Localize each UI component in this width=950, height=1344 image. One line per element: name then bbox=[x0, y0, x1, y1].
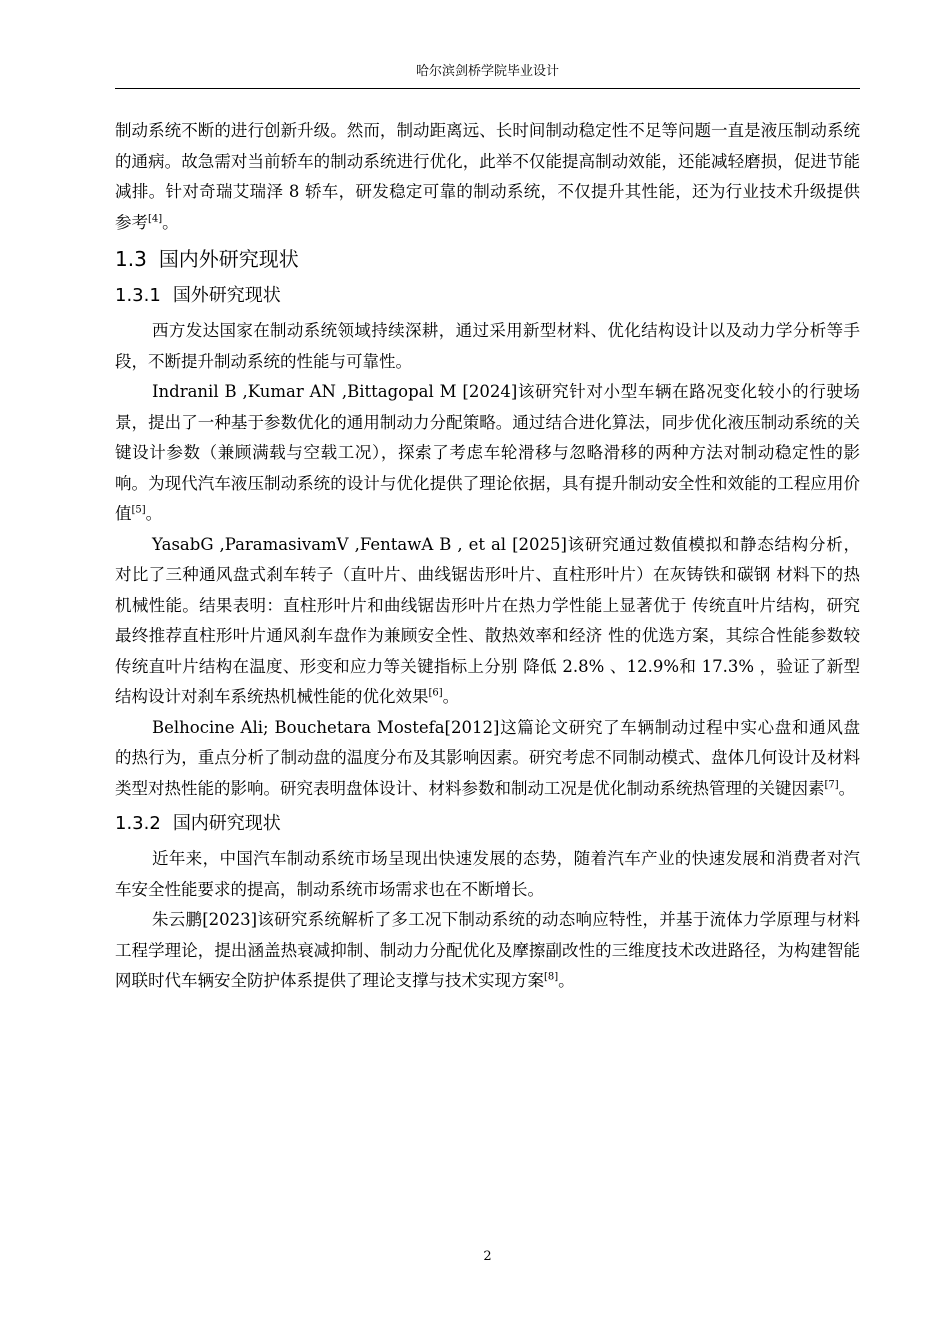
foreign-paragraph-1: 西方发达国家在制动系统领域持续深耕，通过采用新型材料、优化结构设计以及动力学分析等手段，不断提升制动系统的性能与可靠性。 bbox=[115, 321, 860, 371]
section-title: 国外研究现状 bbox=[172, 285, 281, 306]
page-header bbox=[115, 62, 860, 82]
section-number: 1.3.1 bbox=[115, 285, 161, 306]
section-heading-1-3-2 bbox=[115, 810, 860, 838]
citation-ref[interactable]: [8] bbox=[544, 971, 559, 983]
intro-paragraph: 制动系统不断的进行创新升级。然而，制动距离远、长时间制动稳定性不足等问题一直是液压制动系统的通病。故急需对当前轿车的制动系统进行优化，此举不仅能提高制动效能，还能减轻磨损，促进节能减排。针对奇瑞艾瑞泽 8 轿车，研发稳定可靠的制动系统，不仅提升其性能，还为行业技术升级提供参考[4]。 bbox=[115, 121, 860, 232]
section-number: 1.3 bbox=[115, 247, 147, 271]
header-title: 哈尔滨剑桥学院毕业设计 bbox=[415, 64, 559, 79]
citation-ref[interactable]: [6] bbox=[428, 687, 443, 699]
domestic-paragraph-2: 朱云鹏[2023]该研究系统解析了多工况下制动系统的动态响应特性，并基于流体力学原理与材料工程学理论，提出涵盖热衰减抑制、制动力分配优化及摩擦副改性的三维度技术改进路径，为构建智能网联时代车辆安全防护体系提供了理论支撑与技术实现方案[8]。 bbox=[115, 910, 860, 990]
foreign-paragraph-4: Belhocine Ali; Bouchetara Mostefa[2012]这篇论文研究了车辆制动过程中实心盘和通风盘的热行为，重点分析了制动盘的温度分布及其影响因素。研究考虑不同制动模式、盘体几何设计及材料类型对热性能的影响。研究表明盘体设计、材料参数和制动工况是优化制动系统热管理的关键因素[7]。 bbox=[115, 717, 860, 798]
citation-ref[interactable]: [5] bbox=[131, 504, 146, 516]
section-heading-1-3-1 bbox=[115, 282, 860, 310]
header-divider bbox=[115, 88, 860, 89]
citation-ref[interactable]: [4] bbox=[148, 213, 163, 224]
domestic-paragraph-1: 近年来，中国汽车制动系统市场呈现出快速发展的态势，随着汽车产业的快速发展和消费者对汽车安全性能要求的提高，制动系统市场需求也在不断增长。 bbox=[115, 849, 860, 899]
section-title: 国内研究现状 bbox=[172, 813, 281, 834]
section-heading-1-3 bbox=[115, 244, 860, 274]
citation-ref[interactable]: [7] bbox=[824, 779, 839, 790]
document-body bbox=[115, 116, 860, 997]
foreign-paragraph-2: Indranil B ,Kumar AN ,Bittagopal M [2024]该研究针对小型车辆在路况变化较小的行驶场景，提出了一种基于参数优化的通用制动力分配策略。通过结合进化算法，同步优化液压制动系统的关键设计参数（兼顾满载与空载工况），探索了考虑车轮滑移与忽略滑移的两种方法对制动稳定性的影响。为现代汽车液压制动系统的设计与优化提供了理论依据，具有提升制动安全性和效能的工程应用价值[5]。 bbox=[115, 382, 860, 523]
section-number: 1.3.2 bbox=[115, 813, 161, 834]
page-number: 2 bbox=[483, 1249, 492, 1264]
section-title: 国内外研究现状 bbox=[158, 247, 299, 271]
foreign-paragraph-3: YasabG ,ParamasivamV ,FentawA B , et al [2025]该研究通过数值模拟和静态结构分析， 对比了三种通风盘式刹车转子（直叶片、曲线锯齿形叶片、直柱形叶片）在灰铸铁和碳钢 材料下的热机械性能。结果表明：直柱形叶片和曲线锯齿形叶片在热力学性能上显著优于 传统直叶片结构，研究最终推荐直柱形叶片通风刹车盘作为兼顾安全性、散热效率和经济 性的优选方案，其综合性能参数较传统直叶片结构在温度、形变和应力等关键指标上分别 降低 2.8% 、12.9%和 17.3% ，验证了新型结构设计对刹车系统热机械性能的优化效果[6]。 bbox=[115, 534, 860, 706]
